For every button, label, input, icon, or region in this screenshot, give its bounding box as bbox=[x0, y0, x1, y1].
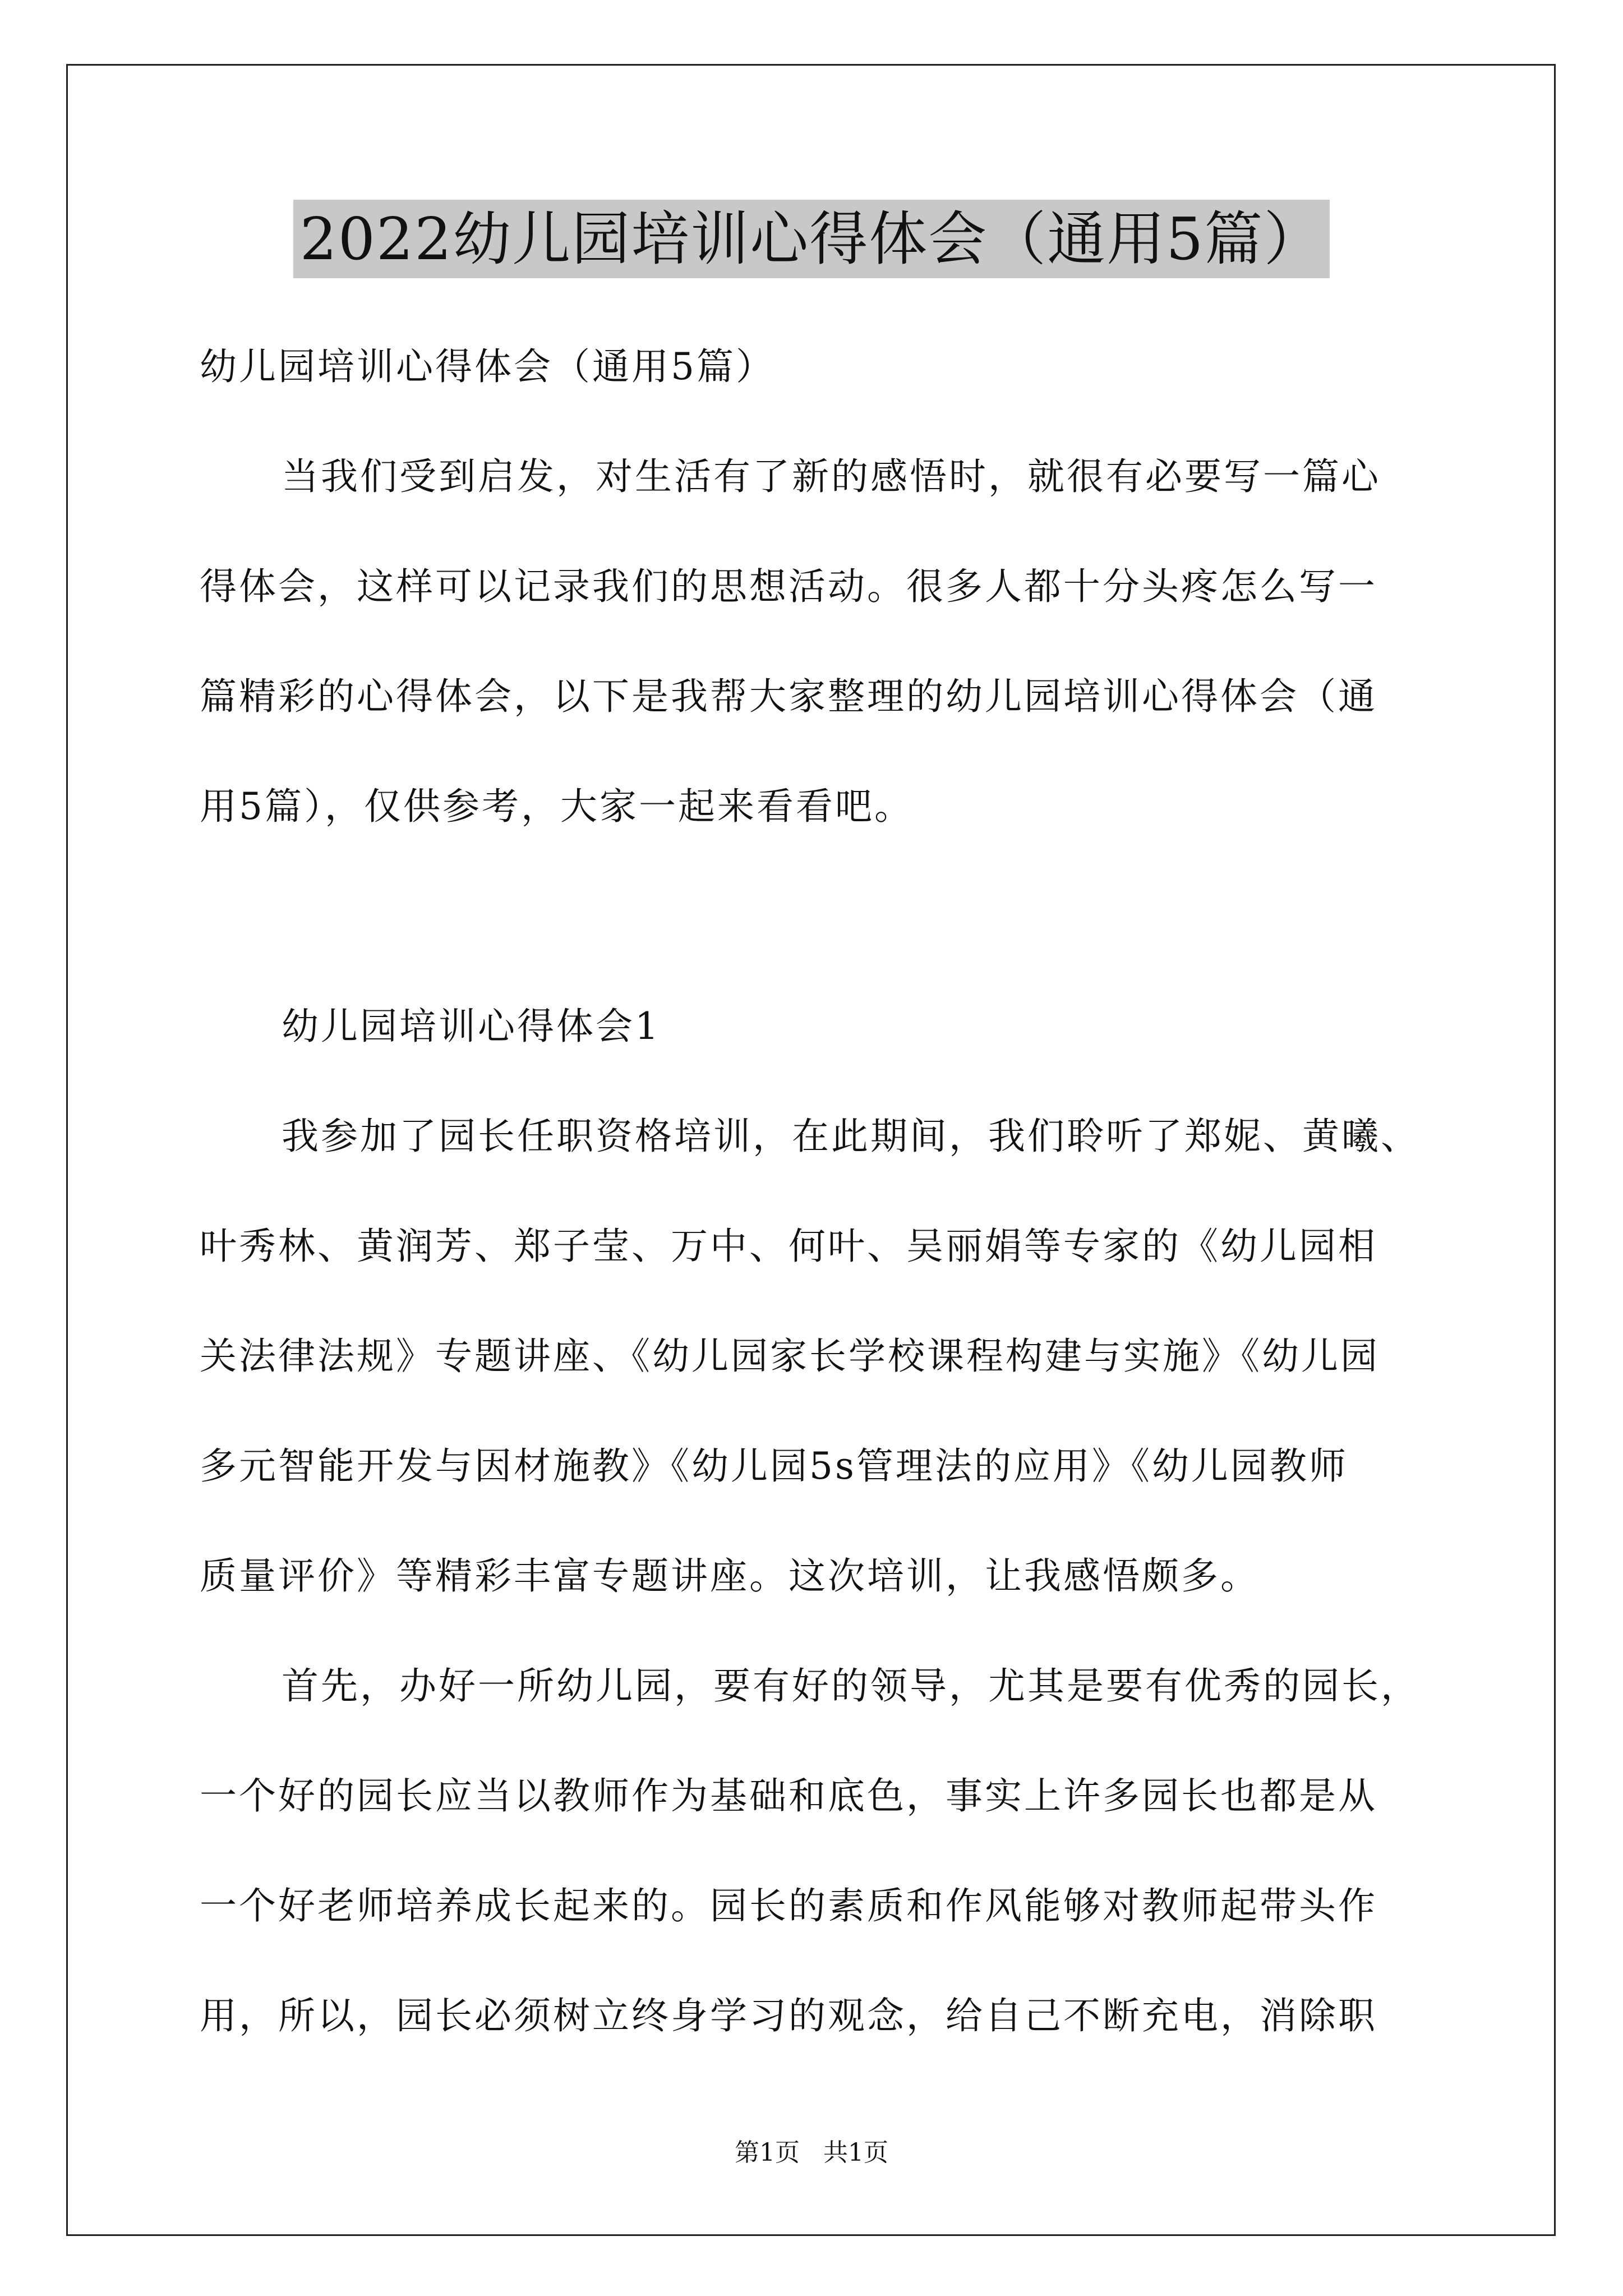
blank-line bbox=[200, 862, 1431, 972]
title-container bbox=[0, 200, 1623, 278]
section-heading: 幼儿园培训心得体会1 bbox=[282, 1005, 661, 1048]
paragraph-line: 关法律法规》专题讲座、《幼儿园家长学校课程构建与实施》《幼儿园 bbox=[200, 1335, 1380, 1378]
document-body bbox=[200, 312, 1431, 2071]
paragraph-line: 当我们受到启发，对生活有了新的感悟时，就很有必要写一篇心 bbox=[282, 455, 1381, 498]
document-title: 2022幼儿园培训心得体会（通用5篇） bbox=[293, 200, 1330, 278]
page-number-footer: 第1页 共1页 bbox=[735, 2138, 888, 2167]
paragraph-line: 一个好老师培养成长起来的。园长的素质和作风能够对教师起带头作 bbox=[200, 1884, 1377, 1927]
paragraph-line: 用5篇），仅供参考，大家一起来看看吧。 bbox=[200, 785, 914, 828]
paragraph-line: 一个好的园长应当以教师作为基础和底色，事实上许多园长也都是从 bbox=[200, 1774, 1377, 1818]
paragraph-line: 质量评价》等精彩丰富专题讲座。这次培训，让我感悟颇多。 bbox=[200, 1554, 1260, 1598]
paragraph-line: 叶秀林、黄润芳、郑子莹、万中、何叶、吴丽娟等专家的《幼儿园相 bbox=[200, 1225, 1377, 1268]
paragraph-line: 得体会，这样可以记录我们的思想活动。很多人都十分头疼怎么写一 bbox=[200, 565, 1377, 608]
subtitle-line: 幼儿园培训心得体会（通用5篇） bbox=[200, 345, 775, 388]
paragraph-line: 篇精彩的心得体会，以下是我帮大家整理的幼儿园培训心得体会（通 bbox=[200, 675, 1377, 718]
paragraph-line: 首先，办好一所幼儿园，要有好的领导，尤其是要有优秀的园长， bbox=[282, 1664, 1420, 1708]
paragraph-line: 用，所以，园长必须树立终身学习的观念，给自己不断充电，消除职 bbox=[200, 1994, 1377, 2037]
paragraph-line: 我参加了园长任职资格培训，在此期间，我们聆听了郑妮、黄曦、 bbox=[282, 1115, 1420, 1158]
paragraph-line: 多元智能开发与因材施教》《幼儿园5s管理法的应用》《幼儿园教师 bbox=[200, 1444, 1348, 1488]
